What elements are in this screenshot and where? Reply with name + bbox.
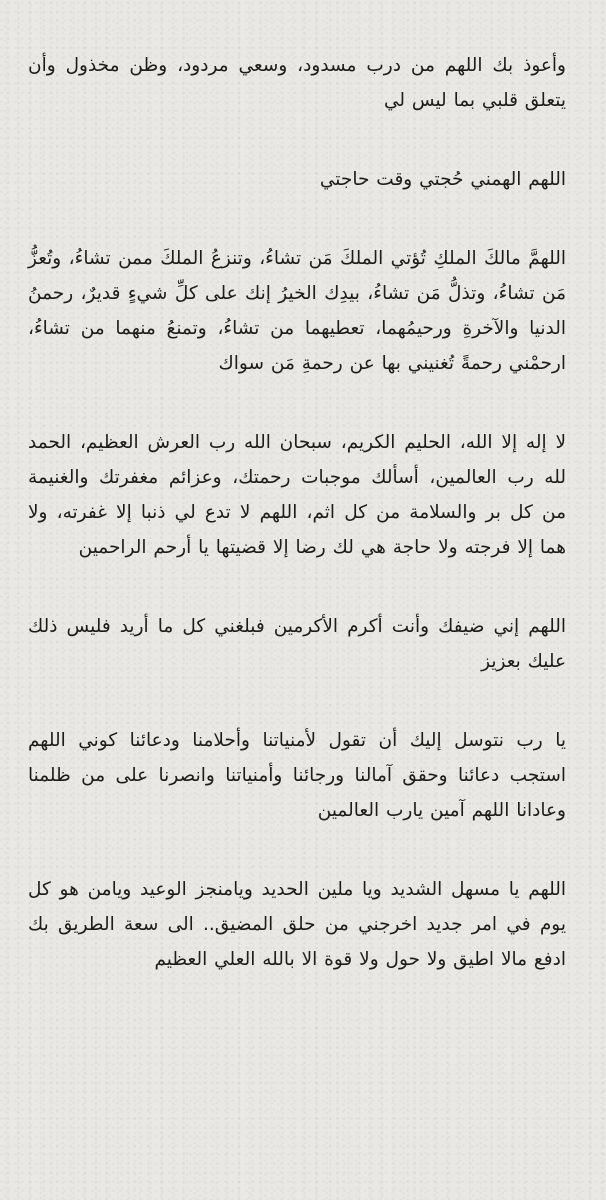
paragraph-6: يا رب نتوسل إليك أن تقول لأمنياتنا وأحلامنا ودعائنا كوني اللهم استجب دعائنا وحقق آمالنا ورجائنا وأمنياتنا وانصرنا على من ظلمنا وعادانا اللهم آمين يارب العالمين bbox=[28, 730, 566, 821]
paragraph-3: اللهمَّ مالكَ الملكِ تُؤتي الملكَ مَن تشاءُ، وتنزعُ الملكَ ممن تشاءُ، وتُعزُّ مَن تشاءُ، وتذلُّ مَن تشاءُ، بيدِك الخيرُ إنك على كلِّ شيءٍ قديرٌ، رحمنُ الدنيا والآخرةِ ورحيمُهما، تعطيهما من تشاءُ، وتمنعُ منهما من تشاءُ، ارحمْني رحمةً تُغنيني بها عن رحمةِ مَن سواك bbox=[28, 248, 566, 374]
paragraph-1: وأعوذ بك اللهم من درب مسدود، وسعي مردود، وظن مخذول وأن يتعلق قلبي بما ليس لي bbox=[28, 55, 566, 111]
paragraph-2: اللهم الهمني حُجتي وقت حاجتي bbox=[319, 169, 566, 190]
paragraph-5: اللهم إني ضيفك وأنت أكرم الأكرمين فبلغني كل ما أريد فليس ذلك عليك بعزيز bbox=[28, 616, 566, 672]
paragraph-4: لا إله إلا الله، الحليم الكريم، سبحان الله رب العرش العظيم، الحمد لله رب العالمين، أسألك موجبات رحمتك، وعزائم مغفرتك والغنيمة من كل بر والسلامة من كل اثم، اللهم لا تدع لي ذنبا إلا غفرته، ولا هما إلا فرجته ولا حاجة هي لك رضا إلا قضيتها يا أرحم الراحمين bbox=[28, 432, 566, 558]
paragraph-7: اللهم يا مسهل الشديد ويا ملين الحديد ويامنجز الوعيد ويامن هو كل يوم في امر جديد اخرجني من حلق المضيق.. الى سعة الطريق بك ادفع مالا اطيق ولا حول ولا قوة الا بالله العلي العظيم bbox=[28, 879, 566, 970]
